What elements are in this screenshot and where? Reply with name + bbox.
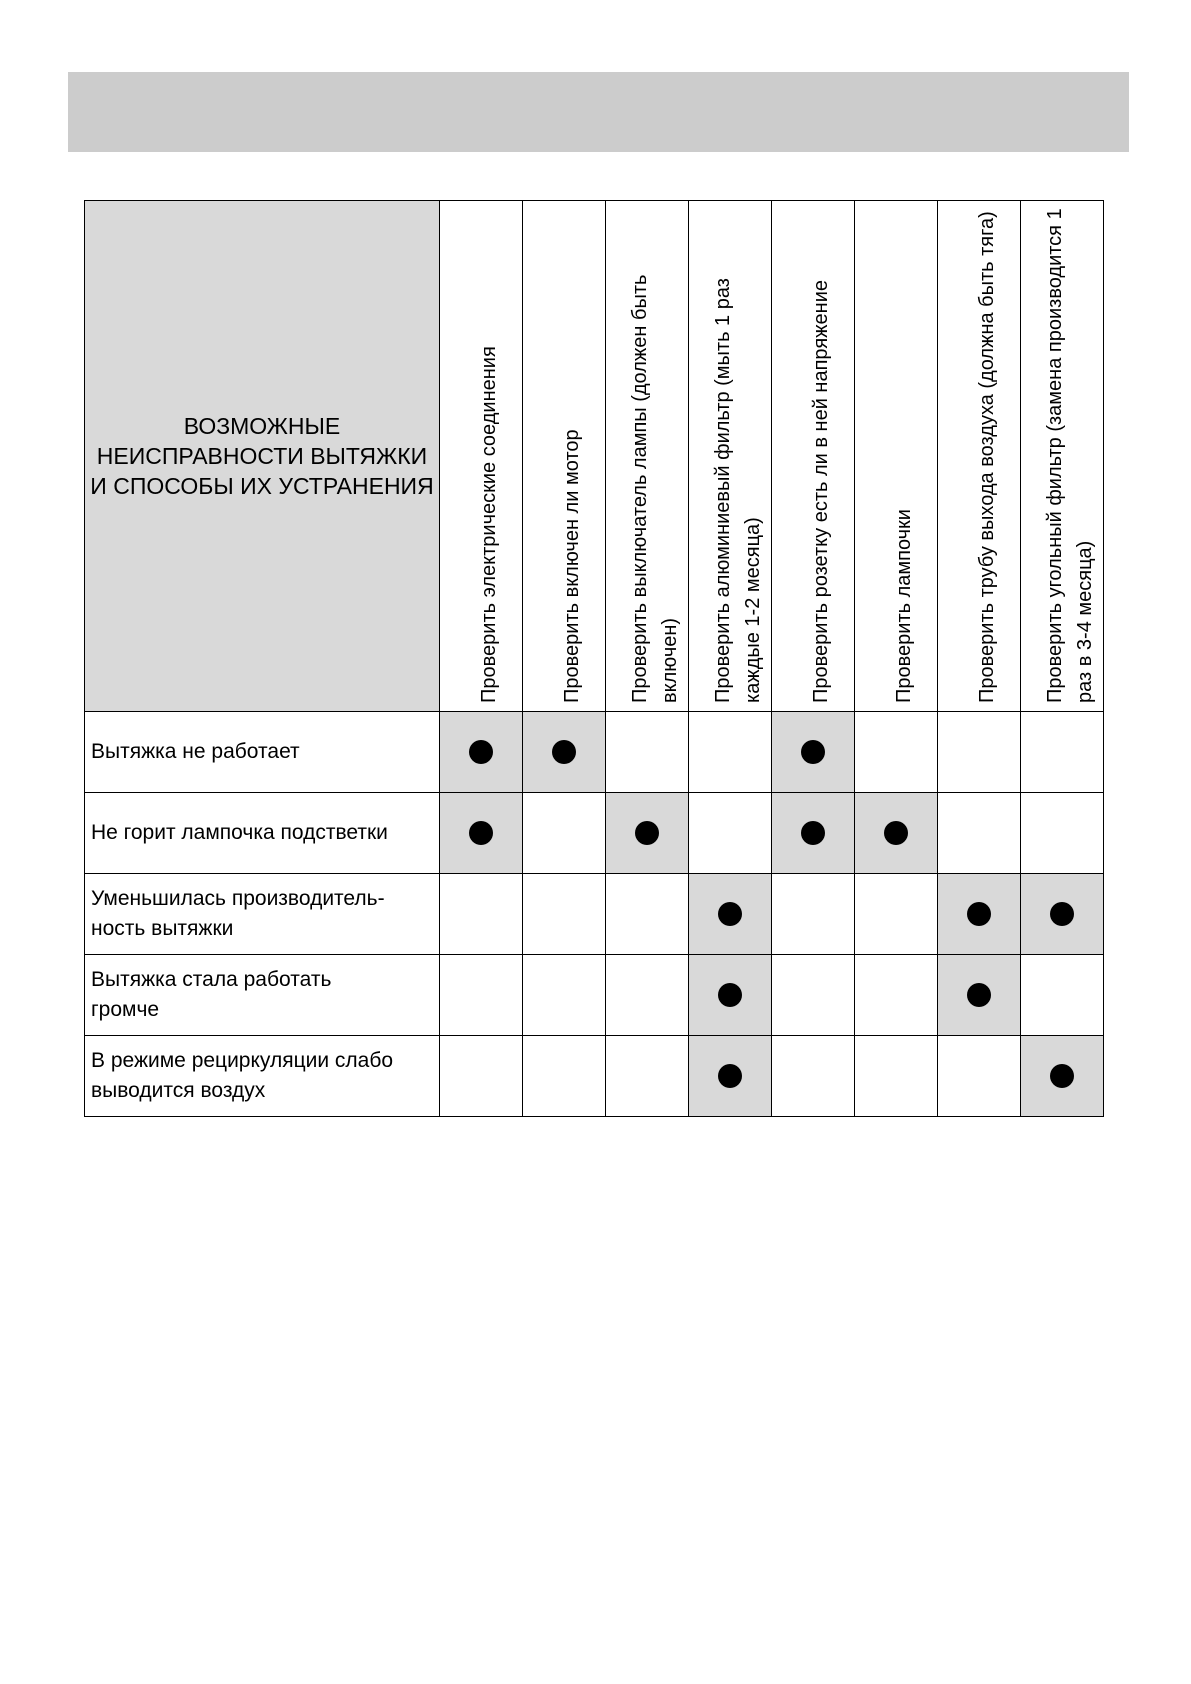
empty-cell <box>772 1036 855 1117</box>
empty-cell <box>772 874 855 955</box>
marked-cell <box>689 1036 772 1117</box>
row-label: Уменьшилась производитель- ность вытяжки <box>85 874 440 955</box>
empty-cell <box>855 1036 938 1117</box>
marked-cell <box>938 955 1021 1036</box>
column-header-text: Проверить лампочки <box>893 509 915 703</box>
column-header <box>689 201 772 712</box>
column-header-text: Проверить алюминиевый фильтр (мыть 1 раз каждые 1-2 месяца) <box>712 278 764 703</box>
row-label: Вытяжка стала работать громче <box>85 955 440 1036</box>
empty-cell <box>1021 712 1104 793</box>
column-header <box>523 201 606 712</box>
filled-circle-icon <box>1050 1064 1074 1088</box>
filled-circle-icon <box>469 821 493 845</box>
marked-cell <box>855 793 938 874</box>
filled-circle-icon <box>718 983 742 1007</box>
filled-circle-icon <box>801 821 825 845</box>
table-body <box>85 712 1104 1117</box>
marked-cell <box>606 793 689 874</box>
marked-cell <box>523 712 606 793</box>
marked-cell <box>440 793 523 874</box>
column-header-text: Проверить выключатель лампы (должен быть включен) <box>629 274 681 703</box>
table-row <box>85 955 1104 1036</box>
filled-circle-icon <box>884 821 908 845</box>
column-header-text: Проверить розетку есть ли в ней напряжение <box>810 280 832 703</box>
filled-circle-icon <box>552 740 576 764</box>
troubleshooting-table <box>84 200 1104 1117</box>
table-row <box>85 793 1104 874</box>
empty-cell <box>1021 955 1104 1036</box>
filled-circle-icon <box>718 1064 742 1088</box>
row-label: В режиме рециркуляции слабо выводится воздух <box>85 1036 440 1117</box>
empty-cell <box>938 1036 1021 1117</box>
column-header <box>855 201 938 712</box>
header-band <box>68 72 1129 152</box>
column-header <box>772 201 855 712</box>
filled-circle-icon <box>1050 902 1074 926</box>
empty-cell <box>689 793 772 874</box>
empty-cell <box>772 955 855 1036</box>
marked-cell <box>689 955 772 1036</box>
filled-circle-icon <box>967 902 991 926</box>
column-header-text: Проверить электрические соединения <box>478 346 500 703</box>
empty-cell <box>523 1036 606 1117</box>
empty-cell <box>606 1036 689 1117</box>
table-row <box>85 1036 1104 1117</box>
row-label: Вытяжка не работает <box>85 712 440 793</box>
empty-cell <box>523 793 606 874</box>
filled-circle-icon <box>635 821 659 845</box>
table-header-row <box>85 201 1104 712</box>
empty-cell <box>689 712 772 793</box>
empty-cell <box>606 955 689 1036</box>
column-header-text: Проверить включен ли мотор <box>561 429 583 703</box>
column-header <box>1021 201 1104 712</box>
filled-circle-icon <box>801 740 825 764</box>
table-title: ВОЗМОЖНЫЕ НЕИСПРАВНОСТИ ВЫТЯЖКИ И СПОСОБЫ ИХ УСТРАНЕНИЯ <box>90 413 434 499</box>
table-row <box>85 712 1104 793</box>
marked-cell <box>1021 874 1104 955</box>
column-header <box>606 201 689 712</box>
column-header <box>938 201 1021 712</box>
column-header-text: Проверить трубу выхода воздуха (должна быть тяга) <box>976 211 998 703</box>
empty-cell <box>523 874 606 955</box>
empty-cell <box>606 712 689 793</box>
empty-cell <box>440 874 523 955</box>
empty-cell <box>938 712 1021 793</box>
table-row <box>85 874 1104 955</box>
filled-circle-icon <box>469 740 493 764</box>
marked-cell <box>772 712 855 793</box>
empty-cell <box>855 712 938 793</box>
empty-cell <box>606 874 689 955</box>
marked-cell <box>689 874 772 955</box>
filled-circle-icon <box>967 983 991 1007</box>
empty-cell <box>523 955 606 1036</box>
empty-cell <box>855 955 938 1036</box>
empty-cell <box>938 793 1021 874</box>
filled-circle-icon <box>718 902 742 926</box>
marked-cell <box>938 874 1021 955</box>
marked-cell <box>440 712 523 793</box>
column-header-text: Проверить угольный фильтр (замена производится 1 раз в 3-4 месяца) <box>1044 208 1096 703</box>
empty-cell <box>440 1036 523 1117</box>
marked-cell <box>772 793 855 874</box>
marked-cell <box>1021 1036 1104 1117</box>
row-label: Не горит лампочка подстветки <box>85 793 440 874</box>
empty-cell <box>1021 793 1104 874</box>
corner-header-cell <box>85 201 440 712</box>
column-header <box>440 201 523 712</box>
empty-cell <box>855 874 938 955</box>
empty-cell <box>440 955 523 1036</box>
